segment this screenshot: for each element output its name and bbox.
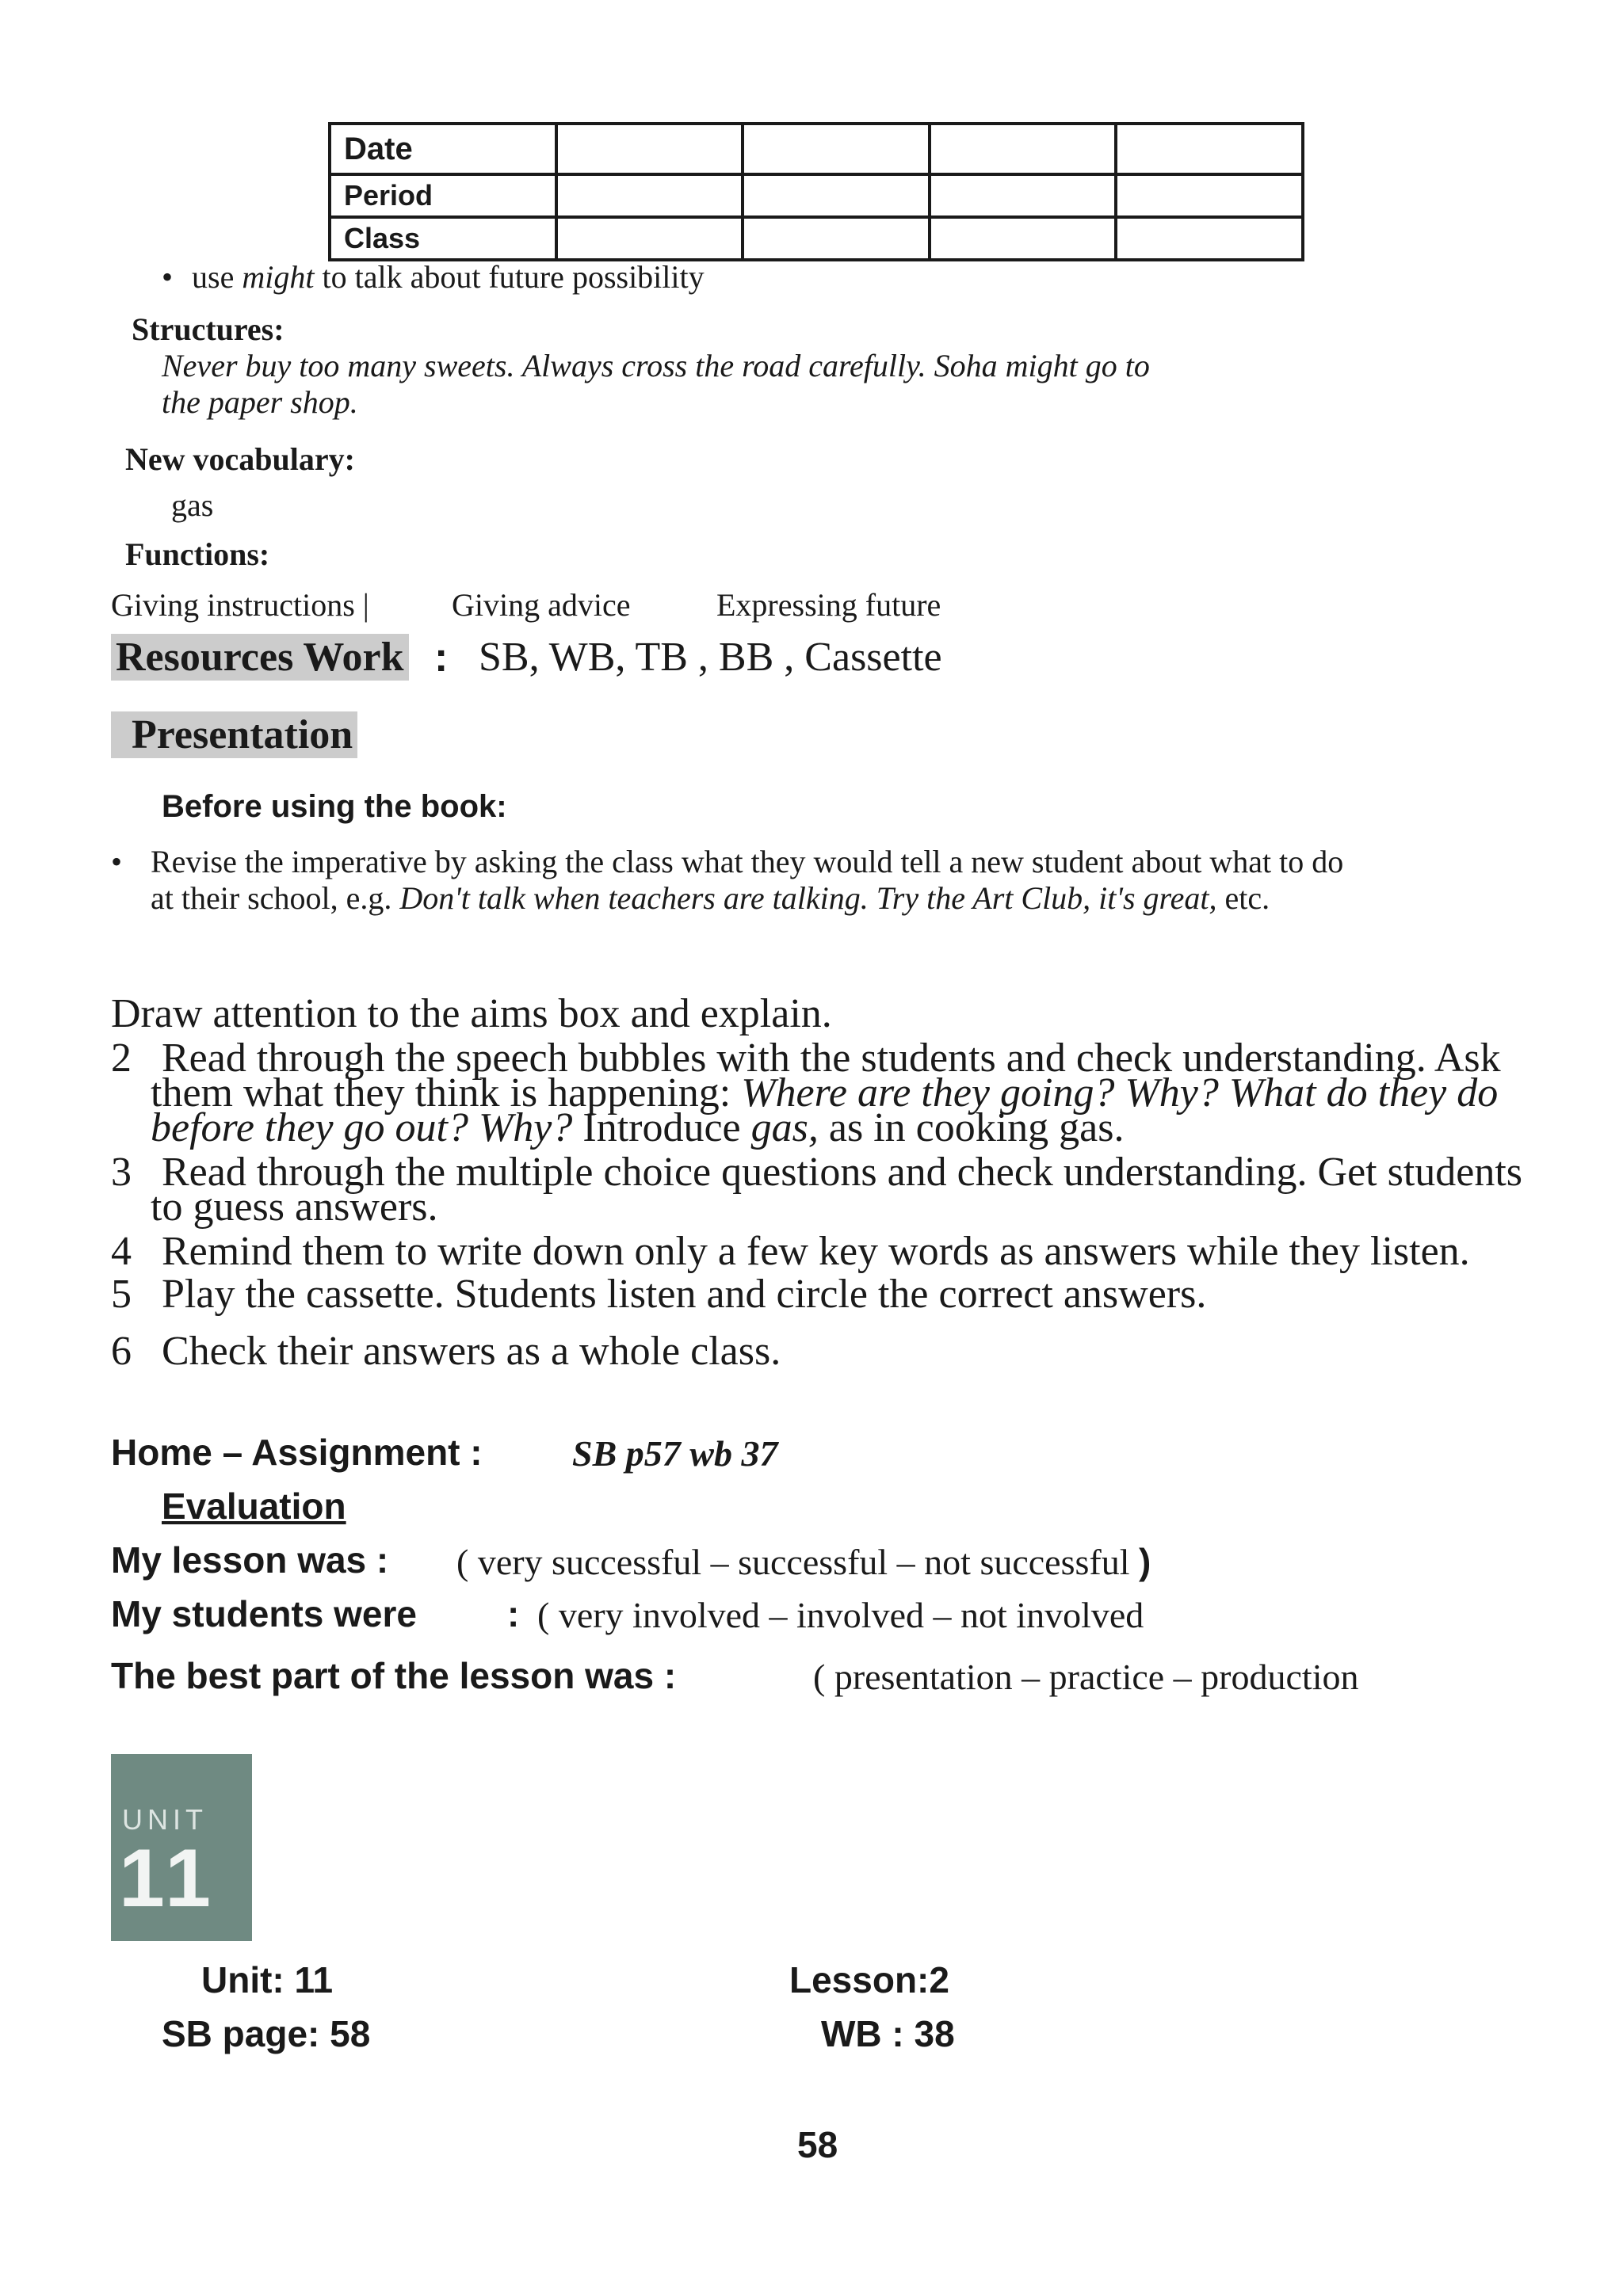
table-row xyxy=(330,217,1303,260)
best-part-label: The best part of the lesson was : xyxy=(111,1655,677,1696)
lesson-eval-label: My lesson was : xyxy=(111,1539,389,1581)
table-cell xyxy=(1116,124,1303,174)
presentation-text: at their school, e.g. xyxy=(151,880,400,916)
step-italic: Where are they going? Why? What do they do xyxy=(741,1070,1499,1116)
step-number: 5 xyxy=(111,1272,132,1317)
table-label-class: Class xyxy=(330,217,556,260)
date-period-class-table xyxy=(328,122,1304,261)
table-cell xyxy=(930,174,1117,217)
bullet: • xyxy=(162,259,174,295)
table-label-period: Period xyxy=(330,174,556,217)
step-6-line-1: Check their answers as a whole class. xyxy=(162,1329,781,1374)
lesson-eval-close: ) xyxy=(1139,1541,1151,1582)
step-3-line-2: to guess answers. xyxy=(151,1184,438,1230)
table-row xyxy=(330,124,1303,174)
functions-heading: Functions: xyxy=(125,536,270,572)
table-cell xyxy=(930,217,1117,260)
function-item: Giving instructions | xyxy=(111,587,369,623)
resources-value: SB, WB, TB , BB , Cassette xyxy=(479,635,942,680)
structures-line-1: Never buy too many sweets. Always cross the road carefully. Soha might go to xyxy=(162,348,1150,383)
unit-badge xyxy=(111,1754,252,1941)
home-assignment-value: SB p57 wb 37 xyxy=(572,1433,778,1474)
sb-page-info: SB page: 58 xyxy=(162,2013,371,2054)
home-assignment-label: Home – Assignment : xyxy=(111,1432,483,1473)
students-eval-label: My students were xyxy=(111,1593,417,1634)
table-row xyxy=(330,174,1303,217)
presentation-bullet: • xyxy=(111,844,123,879)
table-cell xyxy=(743,217,930,260)
table-cell xyxy=(743,124,930,174)
step-number: 6 xyxy=(111,1329,132,1374)
aims-text-end: to talk about future possibility xyxy=(314,259,705,295)
resources-colon: : xyxy=(434,635,449,681)
lesson-eval-options: ( very successful – successful – not successful xyxy=(456,1542,1139,1582)
table-cell xyxy=(1116,174,1303,217)
structures-heading: Structures: xyxy=(132,311,285,347)
step-3-line-1: Read through the multiple choice questions and check understanding. Get students xyxy=(162,1150,1523,1195)
evaluation-heading: Evaluation xyxy=(162,1486,346,1527)
function-item: Giving advice xyxy=(452,587,631,623)
function-item: Expressing future xyxy=(716,587,941,623)
aims-line xyxy=(162,258,705,296)
presentation-italic: Don't talk when teachers are talking. Try the Art Club, it's great, xyxy=(399,880,1217,916)
presentation-subheading: Before using the book: xyxy=(162,789,507,824)
presentation-text-end: etc. xyxy=(1216,880,1270,916)
students-eval-value: ( very involved – involved – not involved xyxy=(537,1595,1144,1635)
unit-badge-word: UNIT xyxy=(122,1803,208,1836)
table-cell xyxy=(1116,217,1303,260)
vocabulary-heading: New vocabulary: xyxy=(125,441,355,477)
table-cell xyxy=(743,174,930,217)
table-cell xyxy=(556,217,743,260)
step-number: 4 xyxy=(111,1229,132,1274)
unit-info: Unit: 11 xyxy=(201,1959,334,2000)
steps-intro: Draw attention to the aims box and explain. xyxy=(111,991,832,1036)
step-number: 2 xyxy=(111,1035,132,1081)
step-italic: before they go out? Why? xyxy=(151,1105,573,1150)
aims-italic: might xyxy=(242,259,315,295)
table-cell xyxy=(556,124,743,174)
table-cell xyxy=(556,174,743,217)
resources-label: Resources Work xyxy=(111,634,409,681)
step-4-line-1: Remind them to write down only a few key words as answers while they listen. xyxy=(162,1229,1470,1274)
structures-line-2: the paper shop. xyxy=(162,384,358,420)
presentation-line-1: Revise the imperative by asking the class what they would tell a new student about what to do xyxy=(151,844,1344,879)
step-2-line-1: Read through the speech bubbles with the students and check understanding. Ask xyxy=(162,1035,1501,1081)
table-cell xyxy=(930,124,1117,174)
step-number: 3 xyxy=(111,1150,132,1195)
wb-info: WB : 38 xyxy=(821,2013,955,2054)
lesson-info: Lesson:2 xyxy=(789,1959,949,2000)
step-text: as in cooking gas. xyxy=(818,1105,1125,1150)
vocabulary-word: gas xyxy=(171,487,214,523)
step-2-line-3 xyxy=(151,1104,1124,1151)
lesson-eval-value xyxy=(456,1540,1151,1583)
step-italic: gas, xyxy=(750,1105,819,1150)
step-text: them what they think is happening: xyxy=(151,1070,742,1116)
step-5-line-1: Play the cassette. Students listen and circle the correct answers. xyxy=(162,1272,1207,1317)
unit-badge-number: 11 xyxy=(119,1833,216,1924)
best-part-value: ( presentation – practice – production xyxy=(813,1657,1359,1697)
presentation-heading: Presentation xyxy=(111,711,357,758)
page-number: 58 xyxy=(797,2124,838,2165)
table-label-date: Date xyxy=(330,124,556,174)
students-eval-colon: : xyxy=(507,1593,520,1634)
presentation-line-2 xyxy=(151,879,1270,917)
step-text: Introduce xyxy=(572,1105,751,1150)
aims-text: use xyxy=(192,259,242,295)
